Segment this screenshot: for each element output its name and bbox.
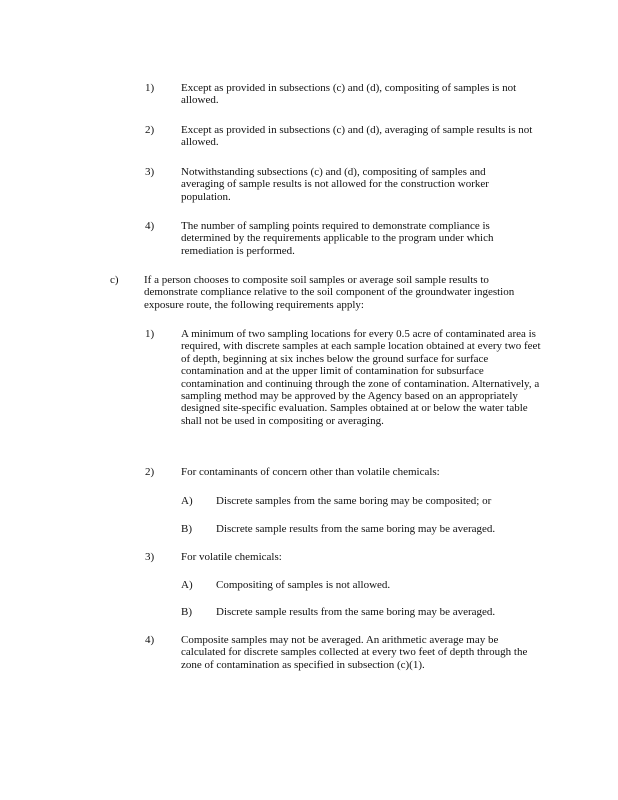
- item-c1-text: A minimum of two sampling locations for every 0.5 acre of contaminated area is required, with discrete samples at each sample location obtained at every two feet of depth, beginning at six inches below the ground surface for surface contamination and at the upper limit of contamination for subsurface contamination and continuing through the zone of contamination. Alternatively, a sampling method may be approved by the Agency based on an appropriately designed site-specific evaluation. Samples obtained at or below the water table shall not be used in compositing or averaging.: [181, 328, 541, 427]
- item-c2-number: 2): [145, 466, 155, 478]
- item-b2-text: Except as provided in subsections (c) and (d), averaging of sample results is not allowed.: [181, 124, 533, 149]
- item-c2a-number: A): [181, 495, 193, 507]
- item-b2-number: 2): [145, 124, 155, 136]
- item-c3a-number: A): [181, 579, 193, 591]
- item-c3b-number: B): [181, 606, 192, 618]
- item-c2a-text: Discrete samples from the same boring may be composited; or: [216, 495, 492, 507]
- item-c4-number: 4): [145, 634, 155, 646]
- item-c2b-number: B): [181, 523, 192, 535]
- item-c3b-text: Discrete sample results from the same boring may be averaged.: [216, 606, 496, 618]
- item-c2b-text: Discrete sample results from the same boring may be averaged.: [216, 523, 496, 535]
- item-b3-text: Notwithstanding subsections (c) and (d), compositing of samples and averaging of sample results is not allowed for the construction worker population.: [181, 166, 489, 203]
- item-b3-number: 3): [145, 166, 155, 178]
- item-c1-number: 1): [145, 328, 155, 340]
- item-c4-text: Composite samples may not be averaged. An arithmetic average may be calculated for discrete samples collected at every two feet of depth through the zone of contamination as specified in subsection (c)(1).: [181, 634, 528, 671]
- subsection-c-label: c): [110, 274, 119, 286]
- item-b1-text: Except as provided in subsections (c) and (d), compositing of samples is not allowed.: [181, 82, 517, 107]
- item-b4-text: The number of sampling points required to demonstrate compliance is determined by the requirements applicable to the program under which remediation is performed.: [181, 220, 494, 257]
- subsection-c-text: If a person chooses to composite soil samples or average soil sample results to demonstrate compliance relative to the soil component of the groundwater ingestion exposure route, the following requirements apply:: [144, 274, 515, 311]
- item-c3a-text: Compositing of samples is not allowed.: [216, 579, 391, 591]
- item-b4-number: 4): [145, 220, 155, 232]
- item-c3-text: For volatile chemicals:: [181, 551, 282, 563]
- item-c3-number: 3): [145, 551, 155, 563]
- item-c2-text: For contaminants of concern other than volatile chemicals:: [181, 466, 440, 478]
- item-b1-number: 1): [145, 82, 155, 94]
